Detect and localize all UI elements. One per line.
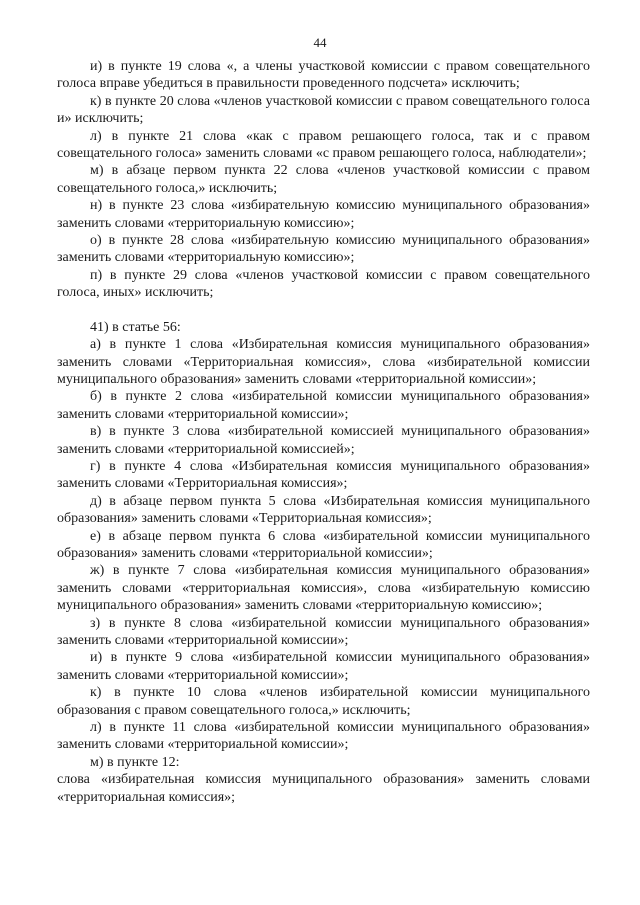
clause-z: з) в пункте 8 слова «избирательной комиссии муниципального образования» заменить словами «территориальной комиссии»; [57, 615, 590, 648]
paragraph-20: к) в пункте 20 слова «членов участковой комиссии с правом совещательного голоса и» исключить; [57, 93, 590, 127]
clause-a: а) в пункте 1 слова «Избирательная комиссия муниципального образования» заменить словами «Территориальная комиссия», слова «избирательной комиссии муниципального образования» заменить словами «территориальной комиссии»; [57, 337, 590, 387]
document-body [57, 58, 590, 806]
clause-g: г) в пункте 4 слова «Избирательная комиссия муниципального образования» заменить словами «Территориальная комиссия»; [57, 458, 590, 492]
paragraph-23: н) в пункте 23 слова «избирательную комиссию муниципального образования» заменить словами «территориальную комиссию»; [57, 198, 590, 231]
clause-zh: ж) в пункте 7 слова «избирательная комиссия муниципального образования» заменить словами «территориальная комиссия», слова «избирательную комиссию муниципального образования» заменить словами «территориальную комиссию»; [57, 563, 590, 614]
section-heading: 41) в статье 56: [90, 319, 181, 335]
paragraph-gap [57, 302, 590, 319]
clause-v: в) в пункте 3 слова «избирательной комиссией муниципального образования» заменить словами «территориальной комиссией»; [57, 424, 590, 457]
clause-b: б) в пункте 2 слова «избирательной комиссии муниципального образования» заменить словами «территориальной комиссии»; [57, 389, 590, 422]
paragraph-22: м) в абзаце первом пункта 22 слова «членов участковой комиссии с правом совещательного голоса,» исключить; [57, 163, 590, 196]
paragraph-19: и) в пункте 19 слова «, а члены участковой комиссии с правом совещательного голоса вправе убедиться в правильности проведенного подсчета» исключить; [57, 59, 590, 92]
clause-l: л) в пункте 11 слова «избирательной комиссии муниципального образования» заменить словами «территориальной комиссии»; [57, 720, 590, 753]
page-number: 44 [313, 35, 327, 50]
clause-d: д) в абзаце первом пункта 5 слова «Избирательная комиссия муниципального образования» заменить словами «Территориальная комиссия»; [57, 493, 590, 527]
clause-m: м) в пункте 12: [90, 754, 180, 770]
clause-k: к) в пункте 10 слова «членов избирательной комиссии муниципального образования с правом совещательного голоса,» исключить; [57, 685, 590, 718]
paragraph-28: о) в пункте 28 слова «избирательную комиссию муниципального образования» заменить словами «территориальную комиссию»; [57, 233, 590, 266]
paragraph-21: л) в пункте 21 слова «как с правом решающего голоса, так и с правом совещательного голоса» заменить словами «с правом решающего голоса, наблюдатели»; [57, 128, 590, 162]
paragraph-29: п) в пункте 29 слова «членов участковой комиссии с правом совещательного голоса, иных» исключить; [57, 267, 590, 301]
clause-i: и) в пункте 9 слова «избирательной комиссии муниципального образования» заменить словами «территориальной комиссии»; [57, 650, 590, 683]
clause-e: е) в абзаце первом пункта 6 слова «избирательной комиссии муниципального образования» заменить словами «территориальной комиссии»; [57, 528, 590, 561]
clause-m-text: слова «избирательная комиссия муниципального образования» заменить словами «территориальная комиссия»; [57, 772, 590, 805]
